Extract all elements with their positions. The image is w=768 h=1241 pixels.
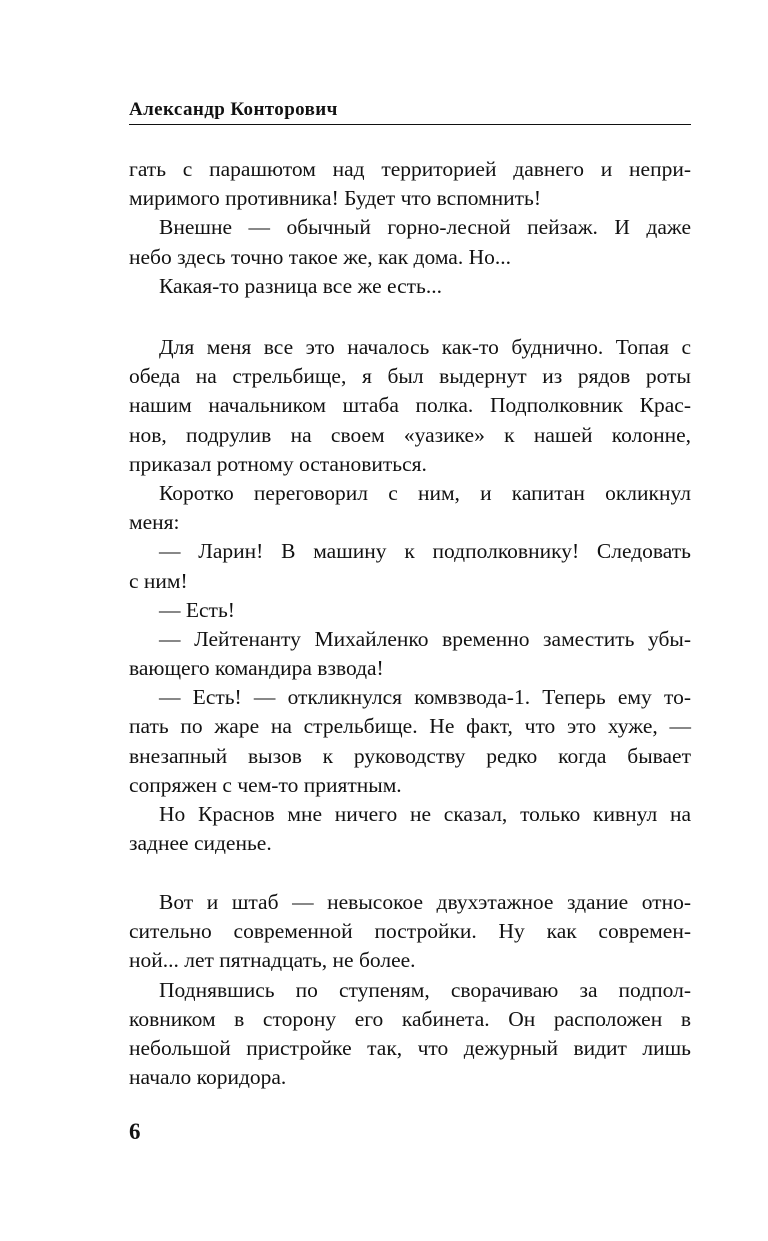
text-line: миримого противника! Будет что вспомнить! (129, 186, 542, 211)
text-line: — Лейтенанту Михайленко временно заместить убы- (159, 626, 691, 651)
text-line: гать с парашютом над территорией давнего и непри- (129, 157, 691, 181)
text-line: сительно современной постройки. Ну как современ- (129, 919, 691, 944)
text-line: небольшой пристройке так, что дежурный видит лишь (129, 1035, 691, 1060)
text-block-2 (129, 333, 691, 858)
text-line: пать по жаре на стрельбище. Не факт, что это хуже, — (129, 714, 691, 739)
text-line: Поднявшись по ступеням, сворачиваю за подпол- (159, 977, 691, 1002)
author-name: Александр Конторович (129, 99, 338, 120)
text-block-1 (129, 155, 691, 301)
text-line: — Есть! (159, 597, 235, 622)
text-line: небо здесь точно такое же, как дома. Но... (129, 244, 511, 269)
text-line: Внешне — обычный горно-лесной пейзаж. И даже (159, 215, 691, 240)
text-line: приказал ротному остановиться. (129, 451, 427, 476)
text-line: вающего командира взвода! (129, 656, 384, 681)
text-line: Коротко переговорил с ним, и капитан окликнул (159, 480, 691, 505)
page-number: 6 (129, 1119, 141, 1144)
text-line: начало коридора. (129, 1065, 287, 1090)
text-line: нов, подрулив на своем «уазике» к нашей колонне, (129, 422, 691, 447)
text-line: ной... лет пятнадцать, не более. (129, 948, 416, 973)
text-line: сопряжен с чем-то приятным. (129, 772, 402, 797)
text-line: — Есть! — откликнулся комвзвода-1. Теперь ему то- (159, 685, 691, 710)
text-line: с ним! (129, 568, 188, 593)
text-line: — Ларин! В машину к подполковнику! Следовать (159, 539, 691, 564)
text-line: меня: (129, 510, 180, 535)
text-line: нашим начальником штаба полка. Подполковник Крас- (129, 393, 691, 418)
text-line: Какая-то разница все же есть... (159, 273, 442, 298)
text-line: Для меня все это началось как-то буднично. Топая с (159, 335, 691, 359)
text-line: ковником в сторону его кабинета. Он расположен в (129, 1006, 691, 1031)
text-line: внезапный вызов к руководству редко когда бывает (129, 743, 691, 768)
text-line: Но Краснов мне ничего не сказал, только кивнул на (159, 802, 691, 826)
text-line: Вот и штаб — невысокое двухэтажное здание отно- (159, 890, 691, 914)
text-block-3 (129, 888, 691, 1092)
running-header (129, 98, 691, 125)
text-line: обеда на стрельбище, я был выдернут из рядов роты (129, 364, 691, 389)
text-line: заднее сиденье. (129, 831, 272, 856)
